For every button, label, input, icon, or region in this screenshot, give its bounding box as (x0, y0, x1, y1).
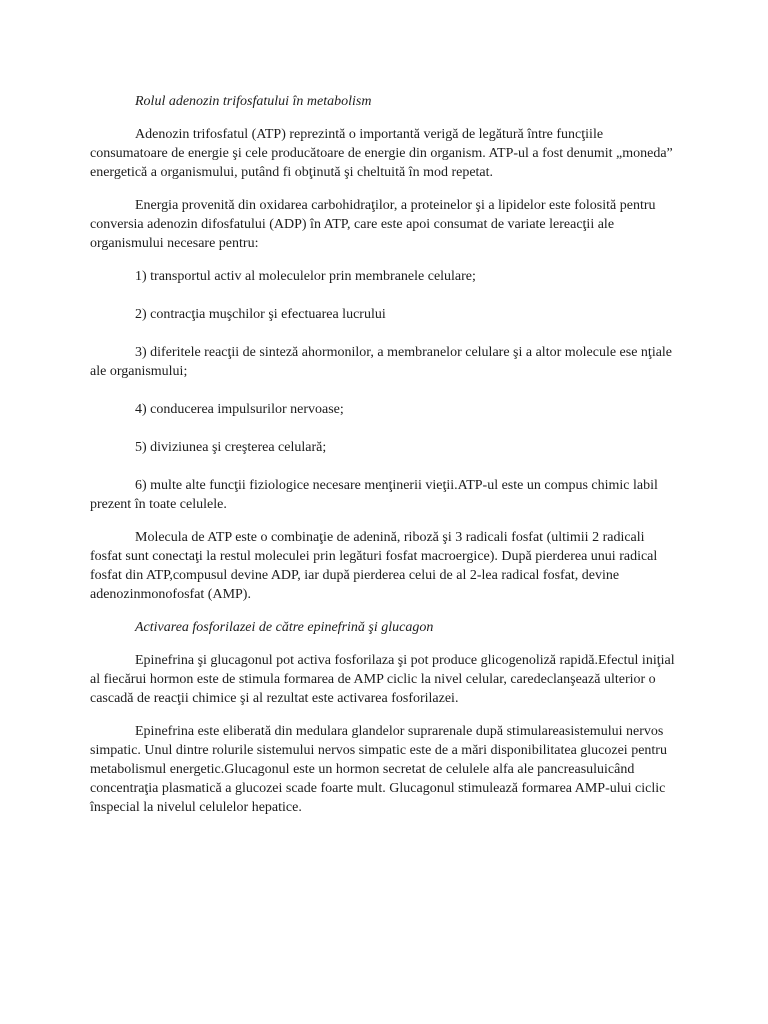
section-heading: Activarea fosforilazei de către epinefrină şi glucagon (135, 620, 434, 635)
list-item-6: 6) multe alte funcţii fiziologice necesare menţinerii vieţii.ATP-ul este un compus chimic labil prezent în toate celulele. (90, 478, 658, 512)
document-body (90, 92, 678, 831)
document-title: Rolul adenozin trifosfatului în metabolism (135, 94, 372, 109)
list-item-4: 4) conducerea impulsurilor nervoase; (135, 402, 344, 417)
list-item-3: 3) diferitele reacţii de sinteză ahormonilor, a membranelor celulare şi a altor molecule ese nţiale ale organismului; (90, 345, 673, 379)
paragraph-energy-source: Energia provenită din oxidarea carbohidraţilor, a proteinelor şi a lipidelor este folosită pentru conversia adenozin difosfatului (ADP) în ATP, care este apoi consumat de variate lereacţii ale organismului necesare pentru: (90, 198, 656, 251)
paragraph-atp-intro: Adenozin trifosfatul (ATP) reprezintă o importantă verigă de legătură între funcţiile consumatoare de energie şi cele producătoare de energie din organism. ATP-ul a fost denumit „moneda” energetică a organismului, putând fi obţinută şi cheltuită în mod repetat. (90, 127, 673, 180)
list-item-5: 5) diviziunea şi creşterea celulară; (135, 440, 327, 455)
paragraph-atp-molecule: Molecula de ATP este o combinaţie de adenină, riboză şi 3 radicali fosfat (ultimii 2 radicali fosfat sunt conectaţi la restul moleculei prin legături fosfat macroergice). După pierderea unui radical fosfat din ATP,compusul devine ADP, iar după pierderea celui de al 2-lea radical fosfat, devine adenozinmonofosfat (AMP). (90, 530, 658, 602)
paragraph-epinephrine-glucagon: Epinefrina şi glucagonul pot activa fosforilaza şi pot produce glicogenoliză rapidă.Efectul iniţial al fiecărui hormon este de stimula formarea de AMP ciclic la nivel celular, caredeclanşează ulterior o cascadă de reacţii chimice şi al rezultat este activarea fosforilazei. (90, 653, 675, 706)
paragraph-epinephrine-release: Epinefrina este eliberată din medulara glandelor suprarenale după stimulareasistemului nervos simpatic. Unul dintre rolurile sistemului nervos simpatic este de a mări disponibilitatea glucozei pentru metabolismul energetic.Glucagonul este un hormon secretat de celulele alfa ale pancreasuluicând concentraţia plasmatică a glucozei scade foarte mult. Glucagonul stimulează formarea AMP-ului ciclic înspecial la nivelul celulelor hepatice. (90, 724, 667, 815)
list-item-2: 2) contracţia muşchilor şi efectuarea lucrului (135, 307, 386, 322)
list-item-1: 1) transportul activ al moleculelor prin membranele celulare; (135, 269, 476, 284)
